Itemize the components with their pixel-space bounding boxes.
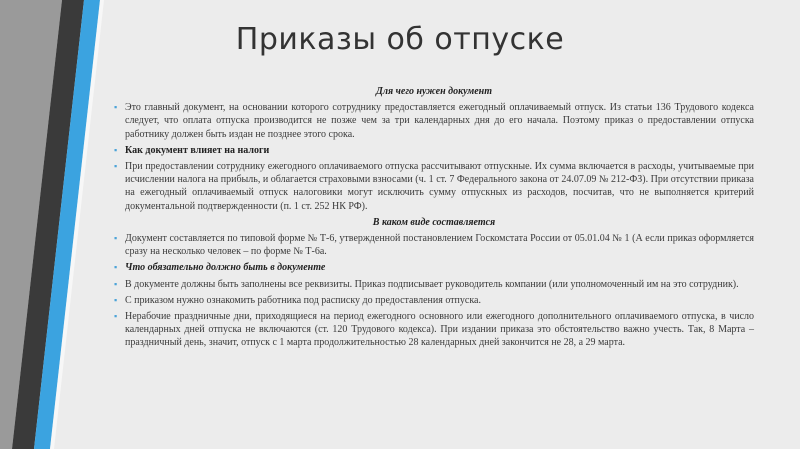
section-heading: Для чего нужен документ xyxy=(376,86,492,97)
bullet-icon: ▪ xyxy=(114,294,118,305)
bullet-icon: ▪ xyxy=(114,262,118,273)
bullet-icon: ▪ xyxy=(114,278,118,289)
list-item: ▪ В документе должны быть заполнены все реквизиты. Приказ подписывает руководитель компании (или уполномоченный им на это сотрудник). xyxy=(114,278,739,290)
bullet-icon: ▪ xyxy=(114,102,118,113)
list-item: ▪ Документ составляется по типовой форме № Т-6, утвержденной постановлением Госкомстата России от 05.01.04 № 1 (А если приказ оформляется сразу на несколько человек – по форме № Т-6а. xyxy=(114,233,754,258)
section-heading: В каком виде составляется xyxy=(372,216,496,228)
list-item: ▪ Что обязательно должно быть в документе xyxy=(114,262,326,274)
list-item: ▪ При предоставлении сотруднику ежегодного оплачиваемого отпуска рассчитывают отпускные. Их сумма включается в расходы, учитываемые при исчислении налога на прибыль, и облагается страховыми взносами (ч. 1 ст. 7 Федерального закона от 24.07.09 № 212-ФЗ). При отсутствии приказа на ежегодный оплачиваемый отпуск налоговики могут исключить сумму отпускных из расходов, посчитав, что не выполняется критерий документальной подтвержденности (п. 1 ст. 252 НК РФ). xyxy=(114,161,754,212)
slide-content xyxy=(114,85,754,353)
bullet-icon: ▪ xyxy=(114,233,118,244)
bullet-icon: ▪ xyxy=(114,311,118,322)
bullet-icon: ▪ xyxy=(114,144,118,155)
slide-title: Приказы об отпуске xyxy=(235,22,565,57)
list-item: ▪ Это главный документ, на основании которого сотруднику предоставляется ежегодный оплачиваемый отпуск. Из статьи 136 Трудового кодекса следует, что оплата отпуска производится не позже чем за три календарных дня до его начала. Поэтому приказ о предоставлении отпуска работнику должен быть издан не позднее этого срока. xyxy=(114,102,754,140)
list-item: ▪ Как документ влияет на налоги xyxy=(114,144,270,156)
list-item: ▪ С приказом нужно ознакомить работника под расписку до предоставления отпуска. xyxy=(114,294,481,306)
list-item: ▪ Нерабочие праздничные дни, приходящиеся на период ежегодного основного или ежегодного дополнительного оплачиваемого отпуска, в число календарных дней отпуска не включаются (ст. 120 Трудового кодекса). При издании приказа это обстоятельство важно учесть. Так, 8 Марта – праздничный день, значит, отпуск с 1 марта продолжительностью 28 календарных дней закончится не 28, а 29 марта. xyxy=(114,311,754,349)
bullet-icon: ▪ xyxy=(114,161,118,172)
